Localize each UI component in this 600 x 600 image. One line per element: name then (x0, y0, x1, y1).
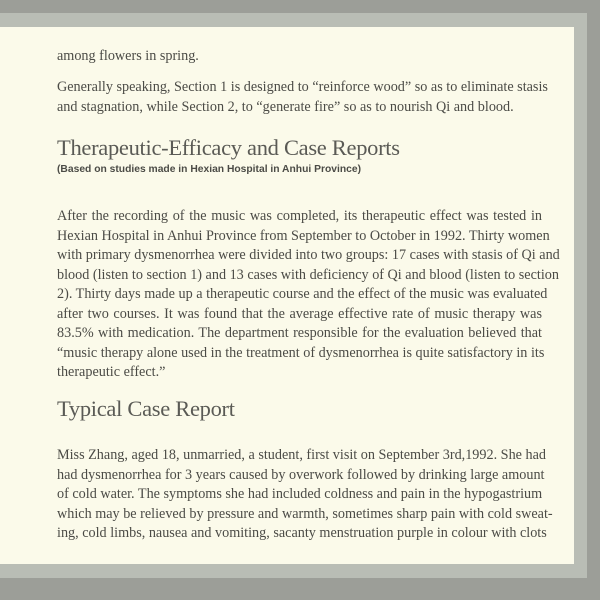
section-case-report (57, 396, 542, 422)
text-line: After the recording of the music was completed, its therapeutic effect was tested in (57, 208, 542, 224)
text-line: among flowers in spring. (57, 48, 199, 64)
section-heading: Therapeutic-Efficacy and Case Reports (57, 135, 400, 160)
text-line: “music therapy alone used in the treatment of dysmenorrhea is quite satisfactory in its (57, 344, 545, 361)
text-line: therapeutic effect.” (57, 364, 166, 380)
efficacy-paragraph (57, 207, 560, 383)
case-report-paragraph (57, 446, 553, 544)
text-line: and stagnation, while Section 2, to “generate fire” so as to nourish Qi and blood. (57, 98, 514, 115)
text-line: 2). Thirty days made up a therapeutic course and the effect of the music was evaluated (57, 286, 548, 302)
text-line: ing, cold limbs, nausea and vomiting, sacanty menstruation purple in colour with clots (57, 525, 547, 541)
intro-tail-paragraph (57, 47, 542, 67)
section-heading: Typical Case Report (57, 396, 235, 421)
text-line: blood (listen to section 1) and 13 cases with deficiency of Qi and blood (listen to section (57, 266, 559, 283)
section-subheading: (Based on studies made in Hexian Hospital in Anhui Province) (57, 164, 362, 175)
summary-paragraph (57, 78, 548, 117)
text-line: Miss Zhang, aged 18, unmarried, a student, first visit on September 3rd,1992. She had (57, 447, 546, 463)
text-line: of cold water. The symptoms she had included coldness and pain in the hypogastrium (57, 486, 543, 502)
text-line: after two courses. It was found that the average effective rate of music therapy was (57, 305, 542, 322)
text-line: had dysmenorrhea for 3 years caused by overwork followed by drinking large amount (57, 466, 545, 483)
text-line: Hexian Hospital in Anhui Province from September to October in 1992. Thirty women (57, 227, 550, 244)
text-line: 83.5% with medication. The department responsible for the evaluation believed that (57, 325, 542, 341)
text-line: Generally speaking, Section 1 is designed to “reinforce wood” so as to eliminate stasis (57, 79, 548, 95)
text-line: with primary dysmenorrhea were divided into two groups: 17 cases with stasis of Qi and (57, 247, 560, 263)
section-efficacy (57, 135, 542, 175)
text-line: which may be relieved by pressure and warmth, sometimes sharp pain with cold sweat- (57, 505, 553, 522)
